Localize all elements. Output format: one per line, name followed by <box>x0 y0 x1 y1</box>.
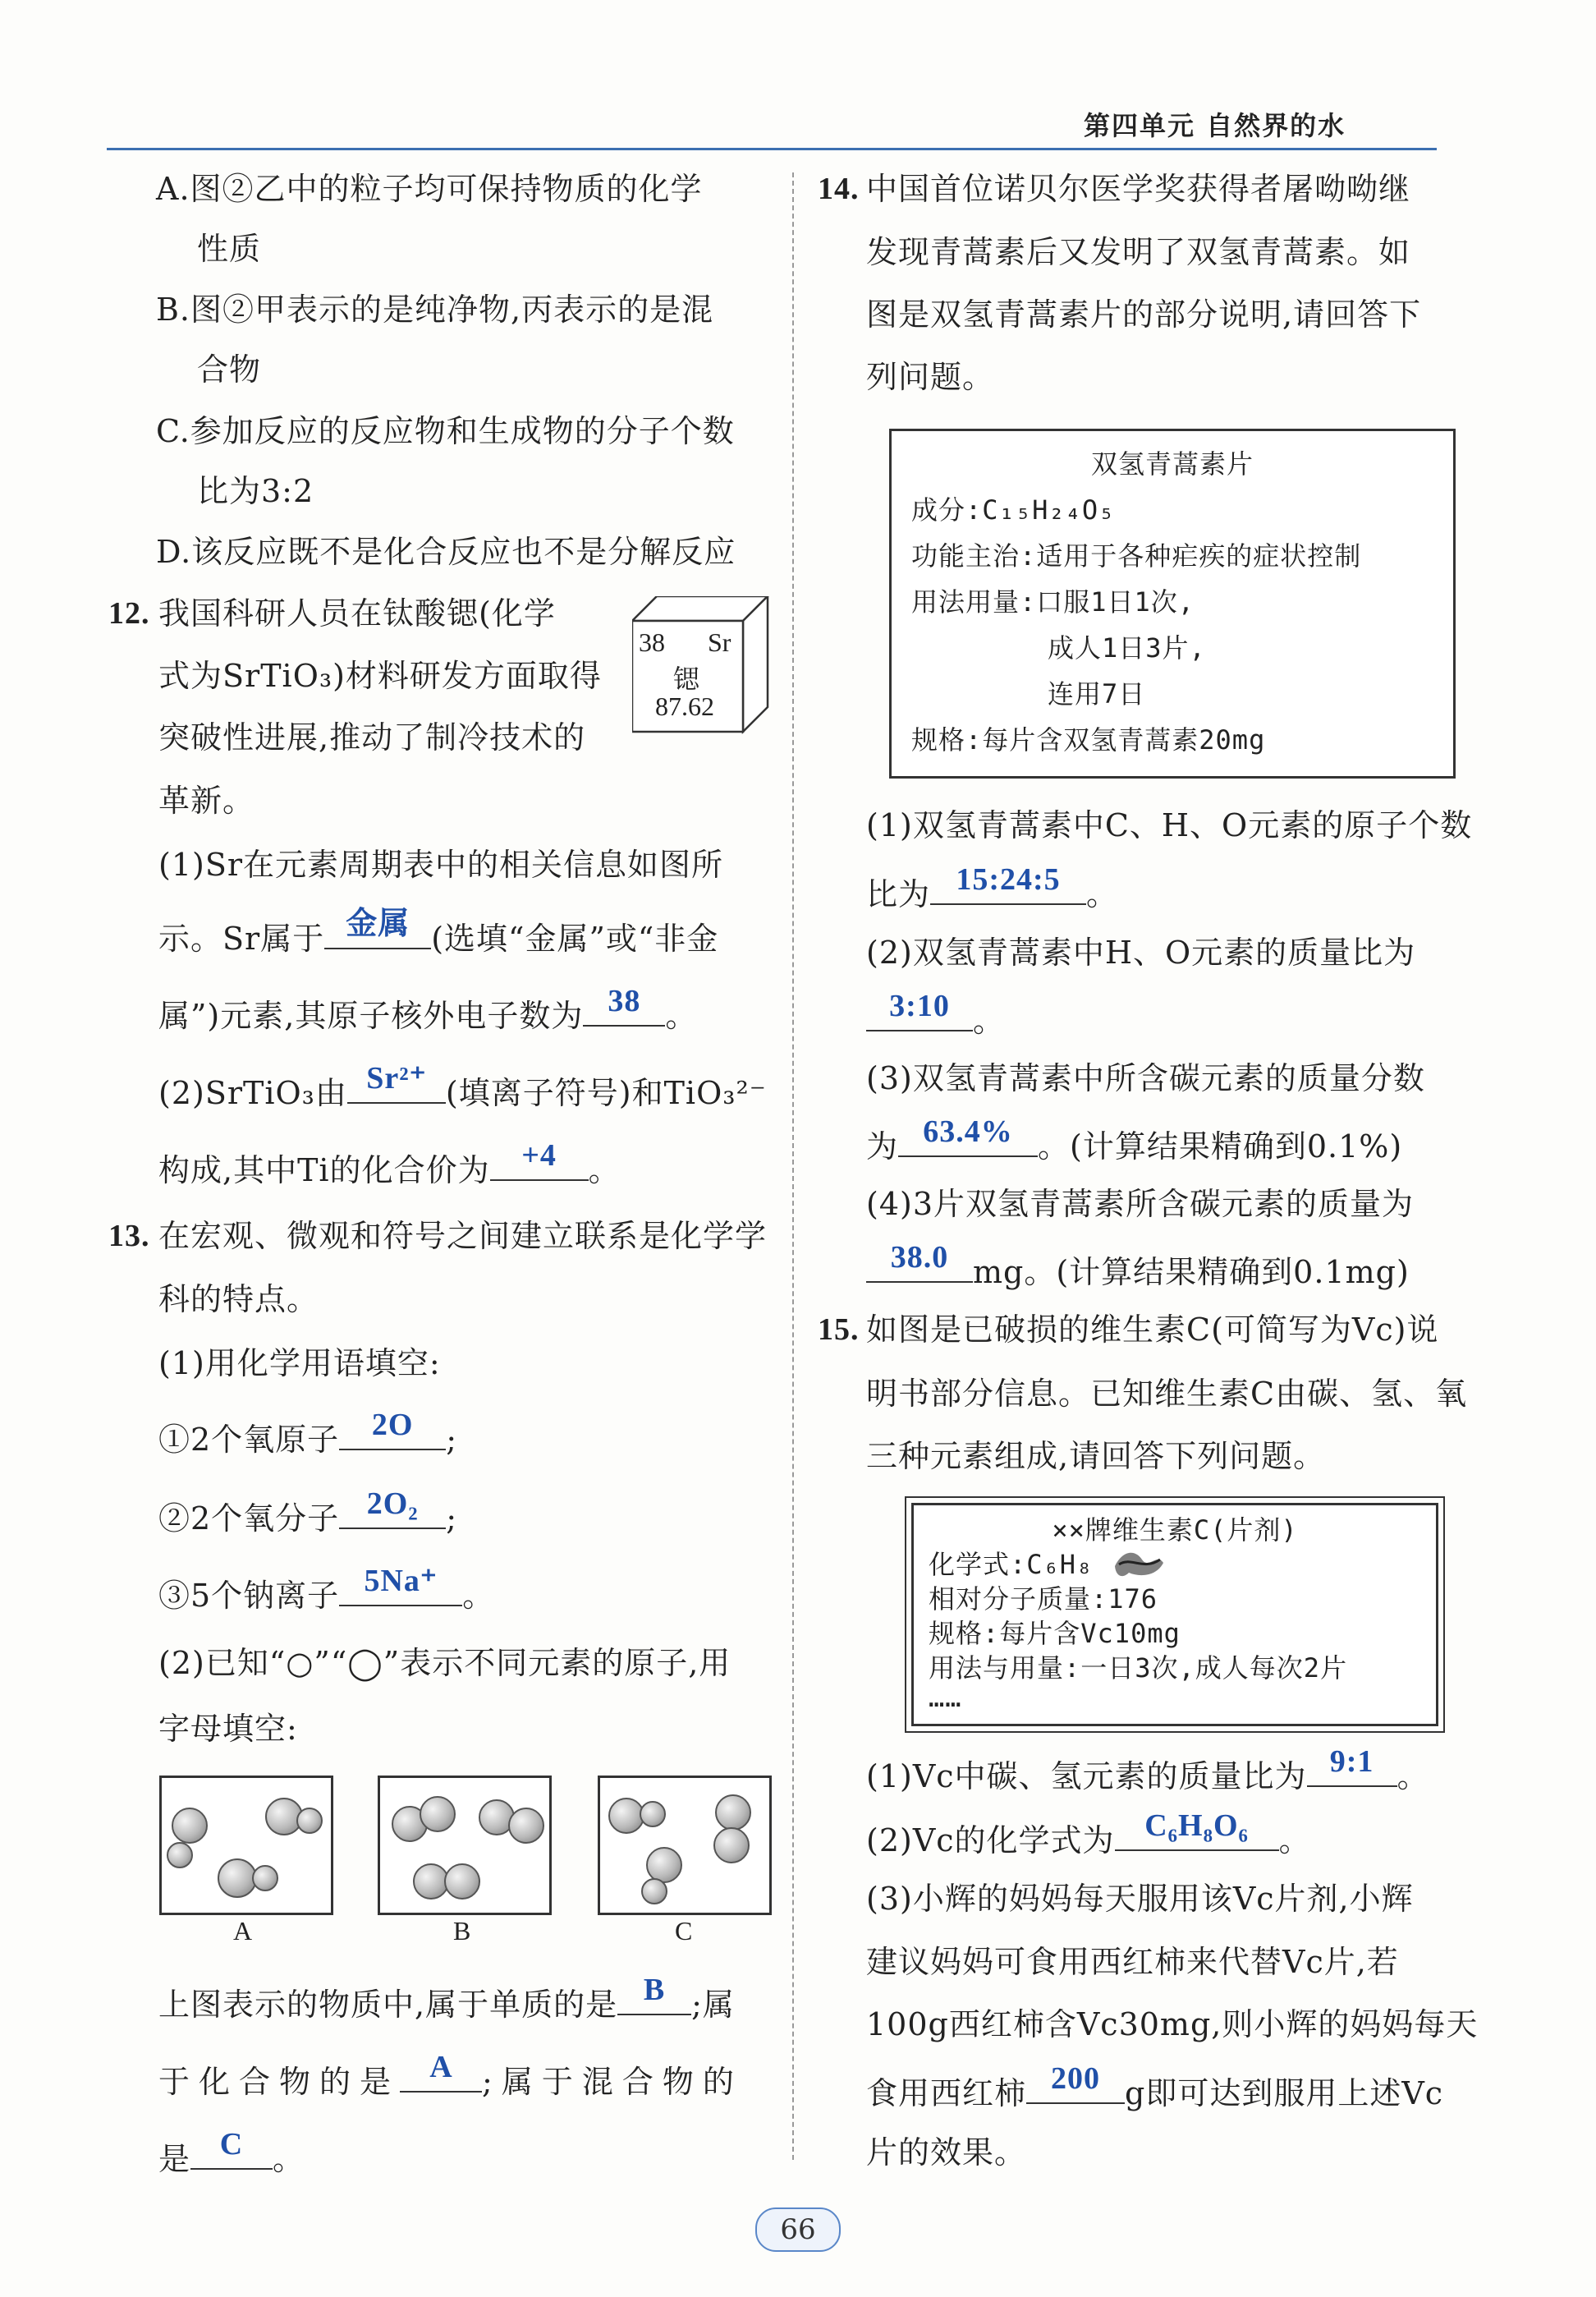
vc-label-mass: 相对分子质量:176 <box>929 1583 1158 1615</box>
q15-p3-line2: 建议妈妈可食用西红柿来代替Vc片,若 <box>866 1944 1399 1980</box>
q15-p2-post: 。 <box>1278 1822 1311 1858</box>
q12-number: 12. <box>108 596 150 631</box>
column-divider <box>792 172 794 2160</box>
q13-blank-compound[interactable] <box>400 2050 482 2093</box>
q13-item-2-text: ②2个氧分子 <box>158 1500 340 1537</box>
q13-stem-1: 在宏观、微观和符号之间建立联系是化学学 <box>158 1218 768 1254</box>
atomic-mass: 87.62 <box>655 691 714 721</box>
q14-p2-line1: (2)双氢青蒿素中H、O元素的质量比为 <box>866 935 1416 971</box>
q14-number: 14. <box>818 172 860 206</box>
atomic-number: 38 <box>639 627 665 657</box>
q12-p1-text4: 。 <box>665 998 698 1034</box>
q15-stem-3: 三种元素组成,请回答下列问题。 <box>866 1438 1326 1474</box>
q12-stem-1: 我国科研人员在钛酸锶(化学 <box>158 595 556 632</box>
answer-mixture: C <box>219 2127 244 2161</box>
page-number: 66 <box>755 2207 841 2252</box>
option-a-line2: 性质 <box>197 231 262 267</box>
atom-icon <box>444 1863 480 1900</box>
q15-p2 <box>866 1808 1311 1861</box>
q13-p2-line2: 字母填空: <box>158 1711 298 1747</box>
label-usage-days: 连用7日 <box>1048 678 1146 710</box>
answer-mass-fraction: 63.4% <box>923 1114 1013 1149</box>
atom-icon <box>172 1808 208 1844</box>
q13-item-2-post: ; <box>446 1500 457 1537</box>
q15-p1-post: 。 <box>1396 1758 1429 1794</box>
label-function: 功能主治:适用于各种疟疾的症状控制 <box>911 540 1362 572</box>
q12-p1-line3 <box>158 984 698 1036</box>
option-d-line: D.该反应既不是化合反应也不是分解反应 <box>156 534 736 570</box>
q12-blank-electrons[interactable] <box>583 984 665 1027</box>
answer-metal: 金属 <box>346 907 410 941</box>
label-spec: 规格:每片含双氢青蒿素20mg <box>911 724 1266 756</box>
q13-p1: (1)用化学用语填空: <box>158 1345 441 1381</box>
answer-compound: A <box>429 2050 452 2084</box>
answer-ch-ratio: 9:1 <box>1329 1744 1374 1779</box>
q12-p1-line1: (1)Sr在元素周期表中的相关信息如图所 <box>158 847 724 883</box>
answer-electrons: 38 <box>608 984 641 1018</box>
q15-p3-text: 食用西红柿 <box>866 2075 1027 2111</box>
q14-p1-text: 比为 <box>866 876 931 912</box>
q12-p2-line1 <box>158 1061 767 1114</box>
q13-p2-line1: (2)已知“○”“◯”表示不同元素的原子,用 <box>158 1645 732 1681</box>
q12-p2-text3: 构成,其中Ti的化合价为 <box>158 1152 490 1188</box>
option-a-line1: A.图②乙中的粒子均可保持物质的化学 <box>156 171 703 207</box>
label-title: 双氢青蒿素片 <box>1090 448 1254 480</box>
element-card <box>632 596 772 736</box>
q15-blank-ratio[interactable] <box>1307 1744 1397 1787</box>
answer-atom-ratio: 15:24:5 <box>956 862 1061 897</box>
q13-qc-post: 。 <box>273 2141 305 2177</box>
atom-icon <box>508 1808 544 1844</box>
q13-item-1-text: ①2个氧原子 <box>158 1422 340 1458</box>
q13-item-3-text: ③5个钠离子 <box>158 1578 340 1614</box>
label-usage-adult: 成人1日3片, <box>1048 632 1206 664</box>
option-c-line2: 比为3:2 <box>197 473 314 509</box>
atom-icon <box>641 1878 667 1904</box>
q14-p4-line1: (4)3片双氢青蒿素所含碳元素的质量为 <box>866 1186 1415 1222</box>
q12-stem-3: 突破性进展,推动了制冷技术的 <box>158 719 586 756</box>
q15-p3-post: g即可达到服用上述Vc <box>1125 2075 1444 2111</box>
q14-stem-1: 中国首位诺贝尔医学奖获得者屠呦呦继 <box>866 171 1411 207</box>
q12-p2-line2 <box>158 1138 621 1191</box>
option-c-line1: C.参加反应的反应物和生成物的分子个数 <box>156 413 735 449</box>
option-b-line2: 合物 <box>197 351 262 388</box>
atom-icon <box>218 1858 257 1898</box>
q14-stem-3: 图是双氢青蒿素片的部分说明,请回答下 <box>866 296 1422 333</box>
q12-p1-text2: (选填“金属”或“非金 <box>431 921 719 957</box>
header-rule <box>107 148 1437 150</box>
q12-p1-text: 示。Sr属于 <box>158 921 325 957</box>
q13-blank-2[interactable] <box>339 1486 446 1529</box>
q15-p2-text: (2)Vc的化学式为 <box>866 1822 1115 1858</box>
q14-p4-post: mg。(计算结果精确到0.1mg) <box>973 1254 1410 1290</box>
vc-label-usage: 用法与用量:一日3次,成人每次2片 <box>929 1652 1348 1684</box>
q15-number: 15. <box>818 1312 860 1347</box>
q14-blank-ratio[interactable] <box>930 862 1086 905</box>
q12-p2-text2: (填离子符号)和TiO₃²⁻ <box>445 1075 767 1111</box>
q14-p3-text: 为 <box>866 1128 899 1165</box>
q14-p3-line2 <box>866 1114 1403 1167</box>
torn-ink-icon <box>1111 1548 1168 1581</box>
q13-blank-element[interactable] <box>617 1973 691 2015</box>
q12-p2-text: (2)SrTiO₃由 <box>158 1075 347 1111</box>
q14-p3-post: 。(计算结果精确到0.1%) <box>1038 1128 1403 1165</box>
q13-answer-line2 <box>158 2050 743 2102</box>
label-ingredient: 成分:C₁₅H₂₄O₅ <box>911 494 1116 526</box>
q14-blank-fraction[interactable] <box>898 1114 1038 1157</box>
q13-qa-text: 上图表示的物质中,属于单质的是 <box>158 1987 618 2023</box>
atom-icon <box>252 1865 278 1891</box>
atom-icon <box>167 1842 193 1868</box>
vc-label-formula: 化学式:C₆H₈ <box>929 1549 1094 1580</box>
q14-stem-4: 列问题。 <box>866 359 995 395</box>
atom-icon <box>296 1808 323 1834</box>
q12-stem-2: 式为SrTiO₃)材料研发方面取得 <box>158 658 602 694</box>
q12-blank-ion[interactable] <box>347 1061 446 1104</box>
q12-stem-4: 革新。 <box>158 783 255 819</box>
q14-blank-carbon-mass[interactable] <box>866 1240 973 1283</box>
option-b-line1: B.图②甲表示的是纯净物,丙表示的是混 <box>156 292 714 328</box>
q15-p3-line5: 片的效果。 <box>866 2134 1027 2171</box>
q13-item-2 <box>158 1486 457 1539</box>
q14-p2-line2 <box>866 989 1006 1041</box>
q12-p1-line2 <box>158 907 719 959</box>
answer-oxygen-molecules: 2O₂ <box>366 1486 419 1521</box>
label-a: A <box>233 1916 253 1946</box>
vitamin-c-label <box>911 1503 1438 1726</box>
q13-blank-3[interactable] <box>339 1564 462 1606</box>
vc-label-spec: 规格:每片含Vc10mg <box>929 1618 1181 1649</box>
q14-p1-line2 <box>866 862 1119 915</box>
label-usage: 用法用量:口服1日1次, <box>911 586 1195 618</box>
q13-qa-post: ;属 <box>691 1987 735 2023</box>
q15-blank-formula[interactable] <box>1115 1808 1279 1851</box>
q14-p4-line2 <box>866 1240 1410 1293</box>
atom-icon <box>640 1801 666 1827</box>
dihydroartemisinin-label <box>889 429 1456 779</box>
q14-p3-line1: (3)双氢青蒿素中所含碳元素的质量分数 <box>866 1060 1425 1096</box>
q15-p3-line1: (3)小辉的妈妈每天服用该Vc片剂,小辉 <box>866 1881 1414 1917</box>
q12-blank-valence[interactable] <box>490 1138 589 1181</box>
vc-label-ellipsis: …… <box>929 1682 962 1713</box>
element-symbol: Sr <box>708 627 732 657</box>
q14-stem-2: 发现青蒿素后又发明了双氢青蒿素。如 <box>866 234 1411 270</box>
molecule-box-c <box>598 1776 772 1915</box>
unit-title: 第四单元 自然界的水 <box>1084 110 1346 141</box>
q14-p1-line1: (1)双氢青蒿素中C、H、O元素的原子个数 <box>866 807 1473 843</box>
answer-valence: +4 <box>521 1138 557 1173</box>
q12-p2-text4: 。 <box>588 1152 621 1188</box>
q13-blank-1[interactable] <box>339 1408 446 1450</box>
q15-p1 <box>866 1744 1429 1797</box>
q13-blank-mixture[interactable] <box>190 2127 273 2170</box>
atom-icon <box>715 1794 751 1831</box>
q13-qb-post: ;属于混合物的 <box>482 2064 743 2100</box>
q15-p3-line3: 100g西红柿含Vc30mg,则小辉的妈妈每天 <box>866 2006 1479 2042</box>
element-name: 锶 <box>673 664 700 695</box>
q13-answer-line3 <box>158 2127 305 2180</box>
q13-item-1 <box>158 1408 457 1460</box>
q13-number: 13. <box>108 1219 150 1253</box>
q13-stem-2: 科的特点。 <box>158 1281 319 1317</box>
q14-p2-post: 。 <box>973 1003 1006 1039</box>
answer-sodium-ions: 5Na⁺ <box>364 1564 438 1598</box>
vc-label-title: ××牌维生素C(片剂) <box>1052 1514 1298 1546</box>
answer-mass-ratio: 3:10 <box>889 989 950 1023</box>
q13-qc-text: 是 <box>158 2141 191 2177</box>
q14-blank-mass-ratio[interactable] <box>866 989 973 1031</box>
q13-item-1-post: ; <box>446 1422 457 1458</box>
q15-p1-text: (1)Vc中碳、氢元素的质量比为 <box>866 1758 1307 1794</box>
atom-icon <box>713 1827 750 1863</box>
label-c: C <box>675 1916 693 1946</box>
answer-oxygen-atoms: 2O <box>371 1408 414 1442</box>
molecule-box-b <box>378 1776 552 1915</box>
answer-carbon-mass: 38.0 <box>890 1240 949 1275</box>
q13-item-3 <box>158 1564 495 1616</box>
molecule-box-a <box>159 1776 333 1915</box>
q13-answer-line1 <box>158 1973 735 2025</box>
answer-vc-formula: C₆H₈O₆ <box>1144 1808 1249 1843</box>
q13-qb-text: 于化合物的是 <box>158 2064 401 2100</box>
q15-stem-2: 明书部分信息。已知维生素C由碳、氢、氧 <box>866 1376 1468 1412</box>
q15-stem-1: 如图是已破损的维生素C(可简写为Vc)说 <box>866 1312 1439 1348</box>
atom-icon <box>420 1796 456 1832</box>
q15-p3-line4 <box>866 2061 1444 2114</box>
q13-item-3-post: 。 <box>462 1578 495 1614</box>
q14-p1-post: 。 <box>1086 876 1119 912</box>
answer-tomato-mass: 200 <box>1051 2061 1101 2096</box>
label-b: B <box>453 1916 471 1946</box>
answer-element: B <box>643 1973 666 2007</box>
q12-p1-text3: 属”)元素,其原子核外电子数为 <box>158 998 584 1034</box>
q15-blank-tomato[interactable] <box>1026 2061 1125 2104</box>
answer-ion: Sr²⁺ <box>366 1061 427 1096</box>
q12-blank-metal[interactable] <box>324 907 431 949</box>
